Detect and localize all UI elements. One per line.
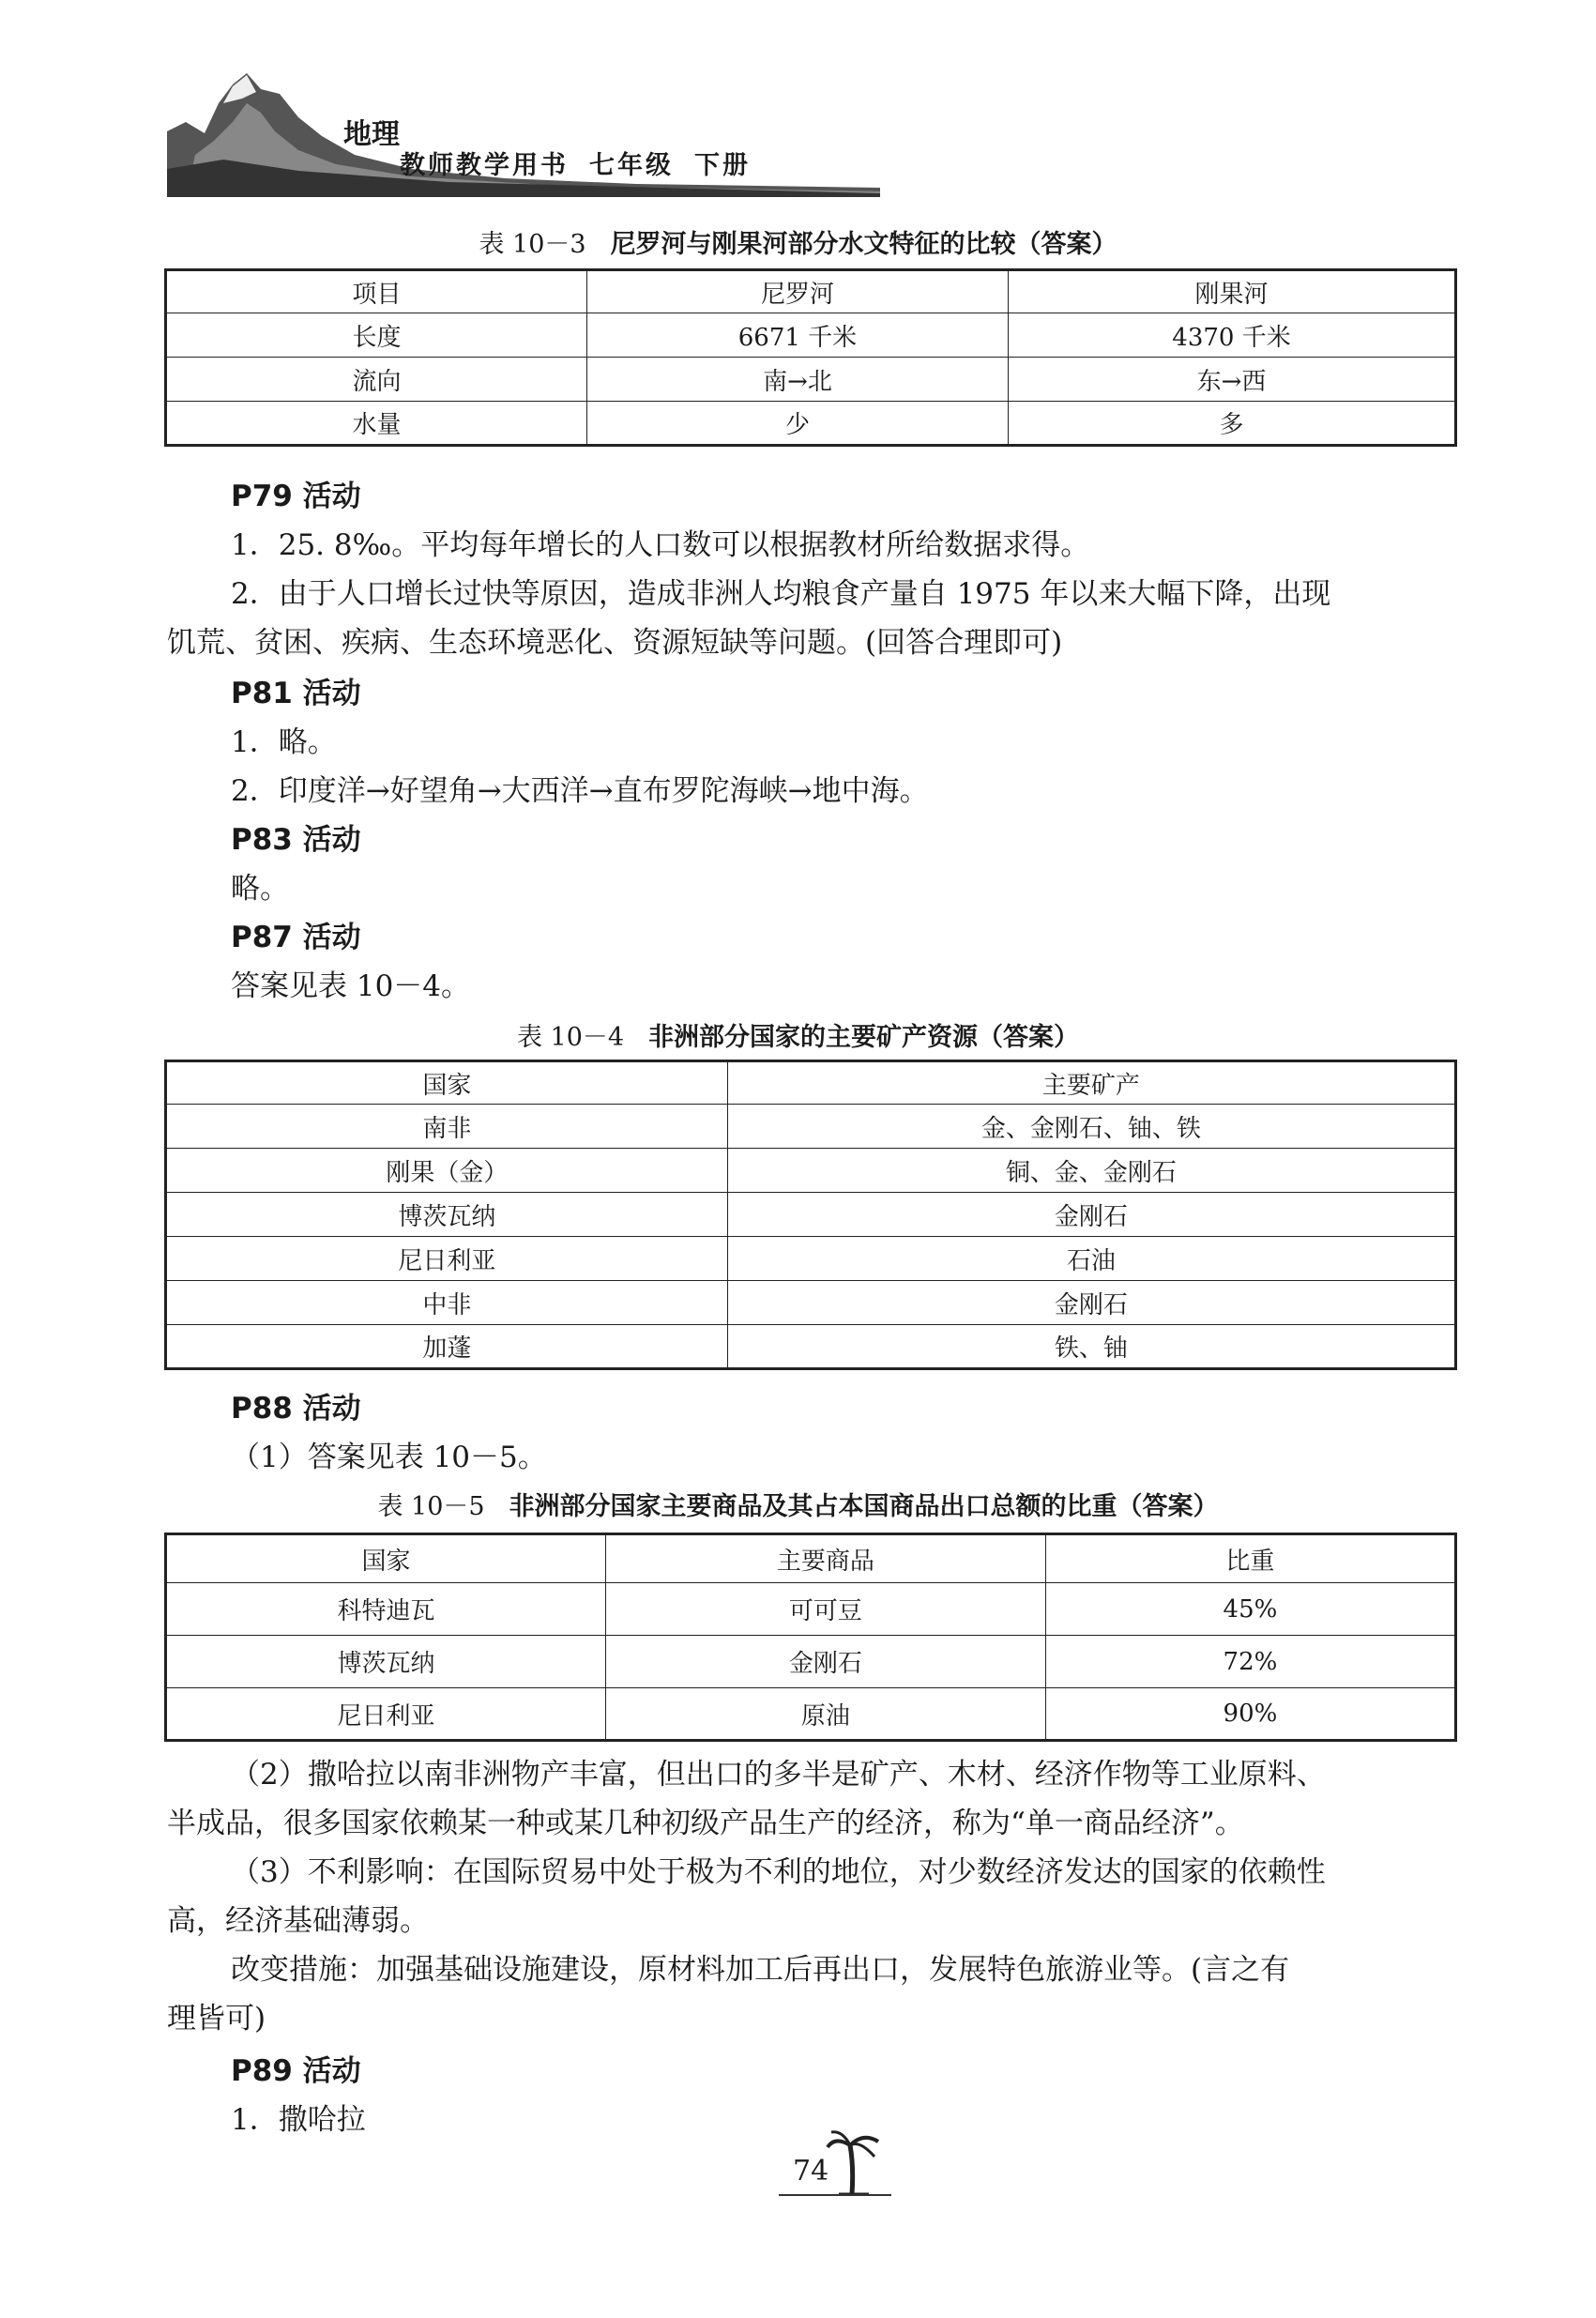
table-cell: 金刚石 (727, 1193, 1455, 1237)
paragraph: 略。 (231, 872, 289, 906)
table-cell: 南→北 (586, 358, 1008, 402)
table3-caption (0, 1486, 1596, 1522)
page-header (167, 66, 880, 197)
table3-header-cell: 比重 (1045, 1534, 1455, 1583)
table1-caption (0, 223, 1596, 260)
section-heading-p79 (231, 472, 361, 514)
table-cell: 尼日利亚 (166, 1237, 728, 1281)
table-cell: 90% (1045, 1688, 1455, 1741)
table3-number: 表 10－5 (377, 1492, 485, 1521)
table2 (164, 1060, 1457, 1370)
table-row (166, 1105, 1456, 1149)
table-cell: 可可豆 (605, 1583, 1045, 1636)
table-cell: 原油 (605, 1688, 1045, 1741)
paragraph: （1）答案见表 10－5。 (231, 1441, 547, 1474)
table-cell: 水量 (166, 402, 587, 446)
heading-text: P81 活动 (231, 677, 361, 710)
table-cell: 4370 千米 (1009, 313, 1456, 358)
table2-header-row (166, 1061, 1456, 1105)
section-heading-p83 (231, 816, 361, 858)
table-row (166, 1149, 1456, 1193)
table1-title: 尼罗河与刚果河部分水文特征的比较（答案） (610, 230, 1117, 259)
table-cell: 铜、金、金刚石 (727, 1149, 1455, 1193)
table-row (166, 1193, 1456, 1237)
header-volume: 下册 (694, 151, 751, 180)
paragraph: （2）撒哈拉以南非洲物产丰富，但出口的多半是矿产、木材、经济作物等工业原料、 (231, 1758, 1326, 1792)
table-cell: 尼日利亚 (166, 1688, 606, 1741)
table-cell: 6671 千米 (586, 313, 1008, 358)
table-row (166, 1636, 1456, 1688)
section-heading-p89 (231, 2047, 361, 2089)
table-cell: 金刚石 (727, 1281, 1455, 1325)
table2-caption (0, 1016, 1596, 1053)
table1-header-cell: 尼罗河 (586, 270, 1008, 313)
table-cell: 东→西 (1009, 358, 1456, 402)
heading-text: P89 活动 (231, 2054, 361, 2088)
section-heading-p88 (231, 1384, 361, 1426)
heading-text: P87 活动 (231, 921, 361, 954)
paragraph: 1．25. 8‰。平均每年增长的人口数可以根据教材所给数据求得。 (231, 528, 1090, 562)
table-cell: 45% (1045, 1583, 1455, 1636)
paragraph: 饥荒、贫困、疾病、生态环境恶化、资源短缺等问题。(回答合理即可) (167, 626, 1063, 660)
table-row (166, 1688, 1456, 1741)
page-number: 74 (793, 2155, 829, 2188)
table3-header-cell: 国家 (166, 1534, 606, 1583)
table-cell: 中非 (166, 1281, 728, 1325)
table-cell: 博茨瓦纳 (166, 1636, 606, 1688)
paragraph: 2．印度洋→好望角→大西洋→直布罗陀海峡→地中海。 (231, 774, 929, 808)
table1-header-row (166, 270, 1456, 313)
table-cell: 流向 (166, 358, 587, 402)
table-row (166, 1237, 1456, 1281)
table3-header-row (166, 1534, 1456, 1583)
table-cell: 72% (1045, 1636, 1455, 1688)
header-book-title (400, 145, 771, 181)
table-cell: 铁、铀 (727, 1325, 1455, 1369)
table-cell: 多 (1009, 402, 1456, 446)
table-cell: 博茨瓦纳 (166, 1193, 728, 1237)
heading-text: P83 活动 (231, 823, 361, 857)
table-row (166, 1281, 1456, 1325)
header-grade: 七年级 (589, 151, 674, 180)
table1-header-cell: 项目 (166, 270, 587, 313)
paragraph: 1．撒哈拉 (231, 2103, 366, 2137)
paragraph: 改变措施：加强基础设施建设，原材料加工后再出口，发展特色旅游业等。(言之有 (231, 1953, 1290, 1987)
table-cell: 少 (586, 402, 1008, 446)
table-row (166, 402, 1456, 446)
table1-header-cell: 刚果河 (1009, 270, 1456, 313)
table3-header-cell: 主要商品 (605, 1534, 1045, 1583)
paragraph: （3）不利影响：在国际贸易中处于极为不利的地位，对少数经济发达的国家的依赖性 (231, 1855, 1326, 1889)
table-cell: 南非 (166, 1105, 728, 1149)
table-cell: 金刚石 (605, 1636, 1045, 1688)
paragraph: 2．由于人口增长过快等原因，造成非洲人均粮食产量自 1975 年以来大幅下降，出现 (231, 577, 1331, 611)
table-cell: 刚果（金） (166, 1149, 728, 1193)
paragraph: 1．略。 (231, 725, 337, 759)
section-heading-p87 (231, 913, 361, 955)
section-heading-p81 (231, 669, 361, 711)
table2-header-cell: 主要矿产 (727, 1061, 1455, 1105)
header-subject: 地理 (343, 118, 400, 151)
page-number-underline (779, 2194, 891, 2196)
table1-number: 表 10－3 (479, 230, 586, 259)
table2-number: 表 10－4 (516, 1023, 625, 1052)
paragraph: 答案见表 10－4。 (231, 969, 471, 1003)
palm-tree-icon (826, 2128, 882, 2196)
table-row (166, 358, 1456, 402)
heading-text: P79 活动 (231, 480, 361, 513)
paragraph: 半成品，很多国家依赖某一种或某几种初级产品生产的经济，称为“单一商品经济”。 (167, 1807, 1244, 1840)
table-cell: 长度 (166, 313, 587, 358)
table3 (164, 1533, 1457, 1742)
table-cell: 金、金刚石、铀、铁 (727, 1105, 1455, 1149)
table-cell: 加蓬 (166, 1325, 728, 1369)
table-row (166, 1325, 1456, 1369)
table2-title: 非洲部分国家的主要矿产资源（答案） (648, 1023, 1080, 1052)
table-row (166, 1583, 1456, 1636)
paragraph: 高，经济基础薄弱。 (167, 1904, 429, 1938)
table-cell: 科特迪瓦 (166, 1583, 606, 1636)
table3-title: 非洲部分国家主要商品及其占本国商品出口总额的比重（答案） (509, 1492, 1219, 1521)
table1 (164, 268, 1457, 447)
table2-header-cell: 国家 (166, 1061, 728, 1105)
table-row (166, 313, 1456, 358)
header-book-name: 教师教学用书 (400, 151, 569, 180)
table-cell: 石油 (727, 1237, 1455, 1281)
heading-text: P88 活动 (231, 1392, 361, 1426)
paragraph: 理皆可) (167, 2002, 266, 2036)
